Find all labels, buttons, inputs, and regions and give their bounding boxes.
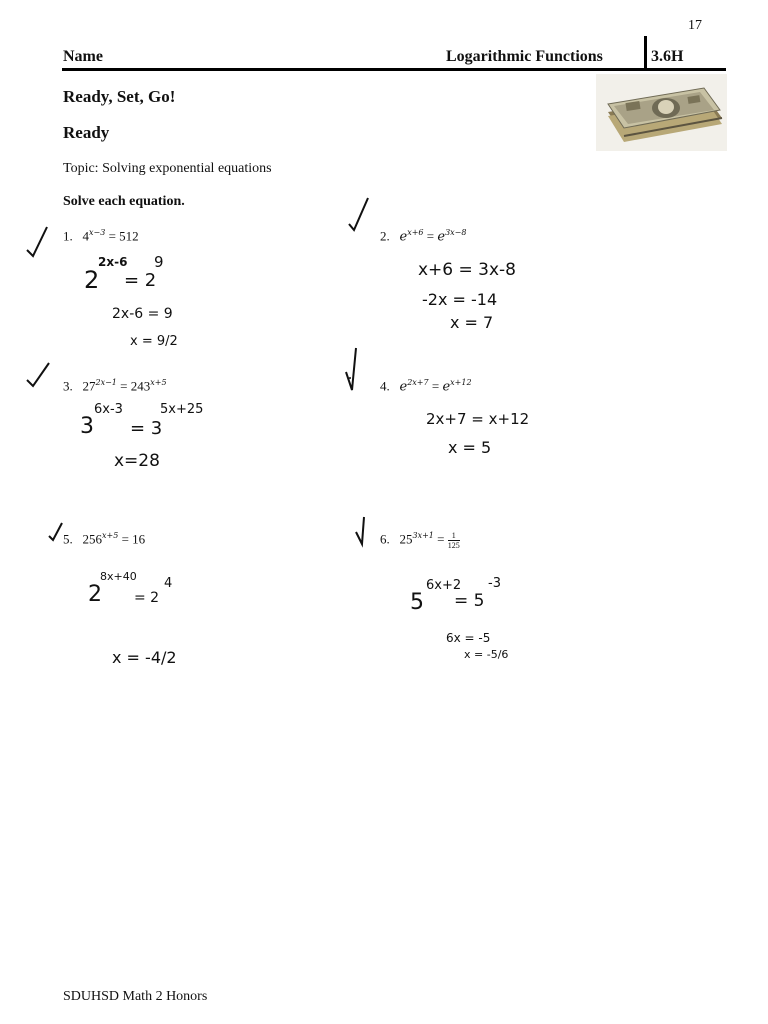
hw-p1-step: 2x-6 = 9 — [112, 306, 173, 322]
problem-1: 1. $4^{x-3} = 512$ — [63, 228, 139, 244]
hw-p6-base-left: 5 — [410, 590, 424, 615]
hw-p6-rhs: = 5 — [454, 591, 485, 611]
hw-p2-line1: x+6 = 3x-8 — [418, 260, 516, 280]
money-stack-image — [596, 74, 727, 151]
hw-p1-exp-right: 9 — [154, 253, 164, 271]
problem-4: 4. $e^{2x+7} = e^{x+12}$ — [380, 378, 472, 395]
page-number: 17 — [688, 18, 702, 33]
hw-p2-line2: -2x = -14 — [422, 290, 498, 309]
hw-p3-base-left: 3 — [80, 414, 94, 439]
checkmark-icon — [352, 514, 370, 548]
hw-p1-answer: x = 9/2 — [130, 334, 178, 349]
hw-p6-step: 6x = -5 — [446, 631, 491, 645]
hw-p4-line1: 2x+7 = x+12 — [426, 410, 530, 428]
hw-p4-answer: x = 5 — [448, 438, 492, 457]
hw-p1-rhs: = 2 — [124, 270, 157, 291]
hw-p6-answer: x = -5/6 — [464, 648, 509, 661]
hw-p5-exp-right: 4 — [164, 576, 173, 591]
heading: Ready, Set, Go! — [63, 87, 176, 106]
footer-text: SDUHSD Math 2 Honors — [63, 989, 208, 1004]
checkmark-icon — [342, 344, 362, 394]
hw-p3-answer: x=28 — [114, 451, 160, 471]
topic-line: Topic: Solving exponential equations — [63, 161, 272, 176]
hw-p5-answer: x = -4/2 — [112, 648, 177, 667]
problem-2: 2. $e^{x+6} = e^{3x-8}$ — [380, 228, 467, 245]
hw-p5-exp-left: 8x+40 — [100, 570, 137, 583]
hw-p1-base-left: 2 — [84, 266, 100, 294]
instruction: Solve each equation. — [63, 194, 185, 209]
unit-title: Logarithmic Functions — [446, 48, 603, 65]
checkmark-icon — [24, 224, 50, 260]
name-label: Name — [63, 48, 103, 65]
problem-3: 3. $27^{2x-1} = 243^{x+5}$ — [63, 378, 167, 394]
problem-5: 5. $256^{x+5} = 16$ — [63, 531, 146, 547]
hw-p6-exp-right: -3 — [488, 576, 501, 591]
hw-p2-answer: x = 7 — [450, 313, 494, 332]
subheading: Ready — [63, 123, 110, 142]
section-number: 3.6H — [651, 48, 684, 65]
checkmark-icon — [346, 194, 372, 234]
hw-p3-exp-left: 6x-3 — [94, 402, 123, 417]
hw-p6-exp-left: 6x+2 — [426, 578, 462, 593]
hw-p5-rhs: = 2 — [134, 590, 160, 606]
checkmark-icon — [24, 360, 52, 390]
problem-6: 6. $25^{3x+1}$ = $\frac{1}{125}$ — [380, 531, 460, 550]
hw-p3-exp-right: 5x+25 — [160, 402, 204, 417]
hw-p3-rhs: = 3 — [130, 418, 163, 439]
header-divider — [644, 36, 647, 70]
checkmark-icon — [46, 520, 66, 542]
header-rule — [62, 68, 726, 71]
hw-p1-exp-left: 2x-6 — [98, 255, 128, 269]
hw-p5-base-left: 2 — [88, 582, 102, 607]
